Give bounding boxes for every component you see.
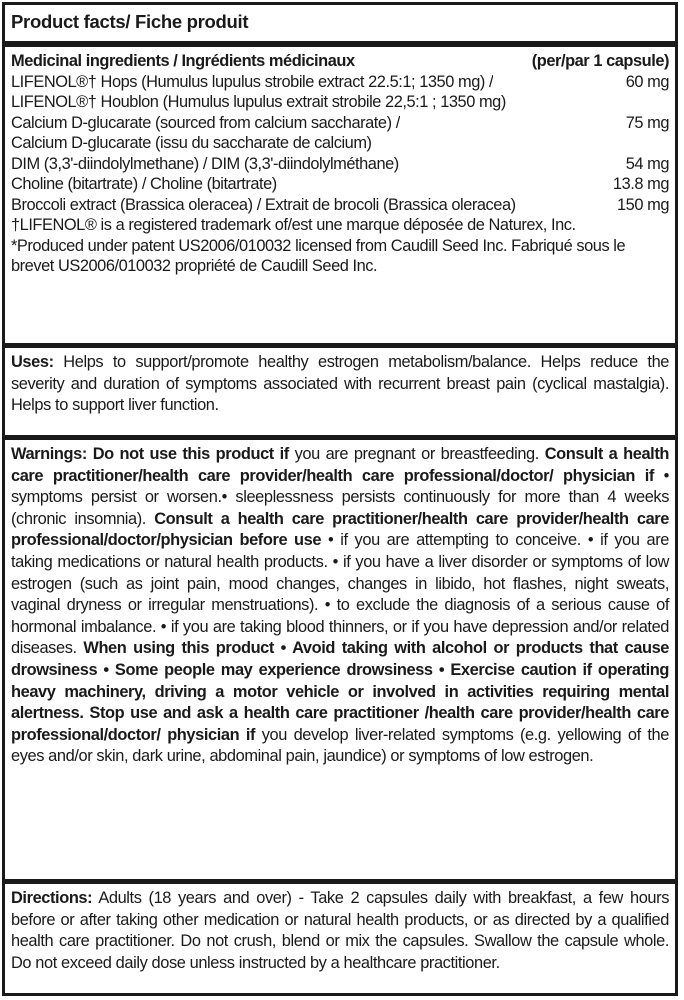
ingredient-name: Calcium D-glucarate (issu du saccharate de calcium) bbox=[11, 134, 372, 152]
ingredient-row bbox=[11, 174, 669, 195]
uses-body: Helps to support/promote healthy estrogen metabolism/balance. Helps reduce the severity and duration of symptoms associated with recurrent breast pain (cyclical mastalgia). Helps to support liver function. bbox=[11, 353, 670, 415]
trademark-note: †LIFENOL® is a registered trademark of/est une marque déposée de Naturex, Inc. bbox=[11, 216, 576, 234]
ingredient-row bbox=[11, 113, 669, 134]
ingredient-name: Calcium D-glucarate (sourced from calcium saccharate) / bbox=[11, 113, 400, 132]
directions-label: Directions: bbox=[11, 889, 93, 907]
warnings-symptoms: • symptoms persist or worsen.• sleeplessness persists continuously for more than 4 weeks (chronic insomnia). bbox=[11, 466, 669, 528]
patent-note: *Produced under patent US2006/010032 licensed from Caudill Seed Inc. Fabriqué sous le brevet US2006/010032 propriété de Caudill Seed Inc. bbox=[11, 236, 626, 275]
ingredient-row bbox=[11, 92, 669, 113]
ingredient-row bbox=[11, 72, 669, 93]
warnings-label: Warnings: bbox=[11, 445, 87, 463]
warnings-conditions: • if you are attempting to conceive. • if you are taking medications or natural health products. • if you have a liver disorder or symptoms of low estrogen (such as joint pain, mood changes, changes in libido, hot flashes, night sweats, vaginal dryness or irregular menstruations). • to exclude the diagnosis of a serious cause of hormonal imbalance. • if you are taking blood thinners, or if you have depression and/or related diseases. bbox=[11, 531, 669, 658]
ingredients-header-left: Medicinal ingredients / Ingrédients médicinaux bbox=[11, 52, 355, 70]
ingredient-name: Choline (bitartrate) / Choline (bitartrate) bbox=[11, 175, 277, 193]
warnings-consult-before-use: Consult a health care practitioner/health care provider/health care professional/doctor/physician before use bbox=[11, 509, 669, 550]
ingredient-name: LIFENOL®† Hops (Humulus lupulus strobile extract 22.5:1; 1350 mg) / bbox=[11, 72, 494, 91]
ingredient-row bbox=[11, 195, 669, 216]
ingredient-row bbox=[11, 154, 669, 175]
warnings-text bbox=[11, 444, 669, 768]
ingredient-name: LIFENOL®† Houblon (Humulus lupulus extrait strobile 22,5:1 ; 1350 mg) bbox=[11, 93, 506, 111]
uses-text bbox=[11, 352, 669, 417]
directions-body: Adults (18 years and over) - Take 2 capsules daily with breakfast, a few hours before or after taking other medication or natural health products, or as directed by a qualified health care practitioner. Do not crush, blend or mix the capsules. Swallow the capsule whole. Do not exceed daily dose unless instructed by a healthcare practitioner. bbox=[11, 889, 670, 972]
ingredients-section bbox=[5, 47, 675, 348]
warnings-liver-symptoms: you develop liver-related symptoms (e.g. yellowing of the eyes and/or skin, dark urine, abdominal pain, jaundice) or symptoms of low estrogen. bbox=[11, 725, 669, 766]
ingredient-amount: 75 mg bbox=[625, 113, 669, 132]
uses-label: Uses: bbox=[11, 353, 54, 371]
ingredient-amount: 13.8 mg bbox=[612, 175, 669, 193]
ingredient-amount: 60 mg bbox=[625, 72, 669, 91]
warnings-pregnant: you are pregnant or breastfeeding. bbox=[294, 445, 539, 463]
ingredient-name: DIM (3,3'-diindolylmethane) / DIM (3,3'-diindolylméthane) bbox=[11, 154, 399, 173]
ingredient-amount: 150 mg bbox=[617, 195, 669, 214]
uses-section bbox=[5, 348, 675, 440]
warnings-consult-if: Consult a health care practitioner/health care provider/health care professional/doctor/ physician if bbox=[11, 445, 669, 485]
ingredient-name: Broccoli extract (Brassica oleracea) / Extrait de brocoli (Brassica oleracea) bbox=[11, 195, 516, 214]
ingredient-amount bbox=[663, 92, 669, 113]
ingredient-amount: 54 mg bbox=[625, 154, 669, 173]
warnings-do-not-use: Do not use this product if bbox=[92, 445, 289, 463]
directions-section bbox=[5, 884, 675, 994]
label-title: Product facts/ Fiche produit bbox=[5, 5, 675, 47]
directions-text bbox=[11, 888, 669, 974]
ingredients-header bbox=[11, 51, 669, 72]
product-facts-label bbox=[2, 2, 678, 996]
ingredient-row bbox=[11, 133, 669, 154]
ingredients-header-right: (per/par 1 capsule) bbox=[531, 52, 669, 70]
ingredient-amount bbox=[663, 133, 669, 154]
warnings-section bbox=[5, 440, 675, 884]
warnings-when-using: When using this product • Avoid taking with alcohol or products that cause drowsiness • Some people may experience drowsiness • Exercise caution if operating heavy machinery, driving a motor vehicle or involved in activities requiring mental alertness. Stop use and ask a health care practitioner /health care provider/health care professional/doctor/ physician if bbox=[11, 639, 670, 744]
